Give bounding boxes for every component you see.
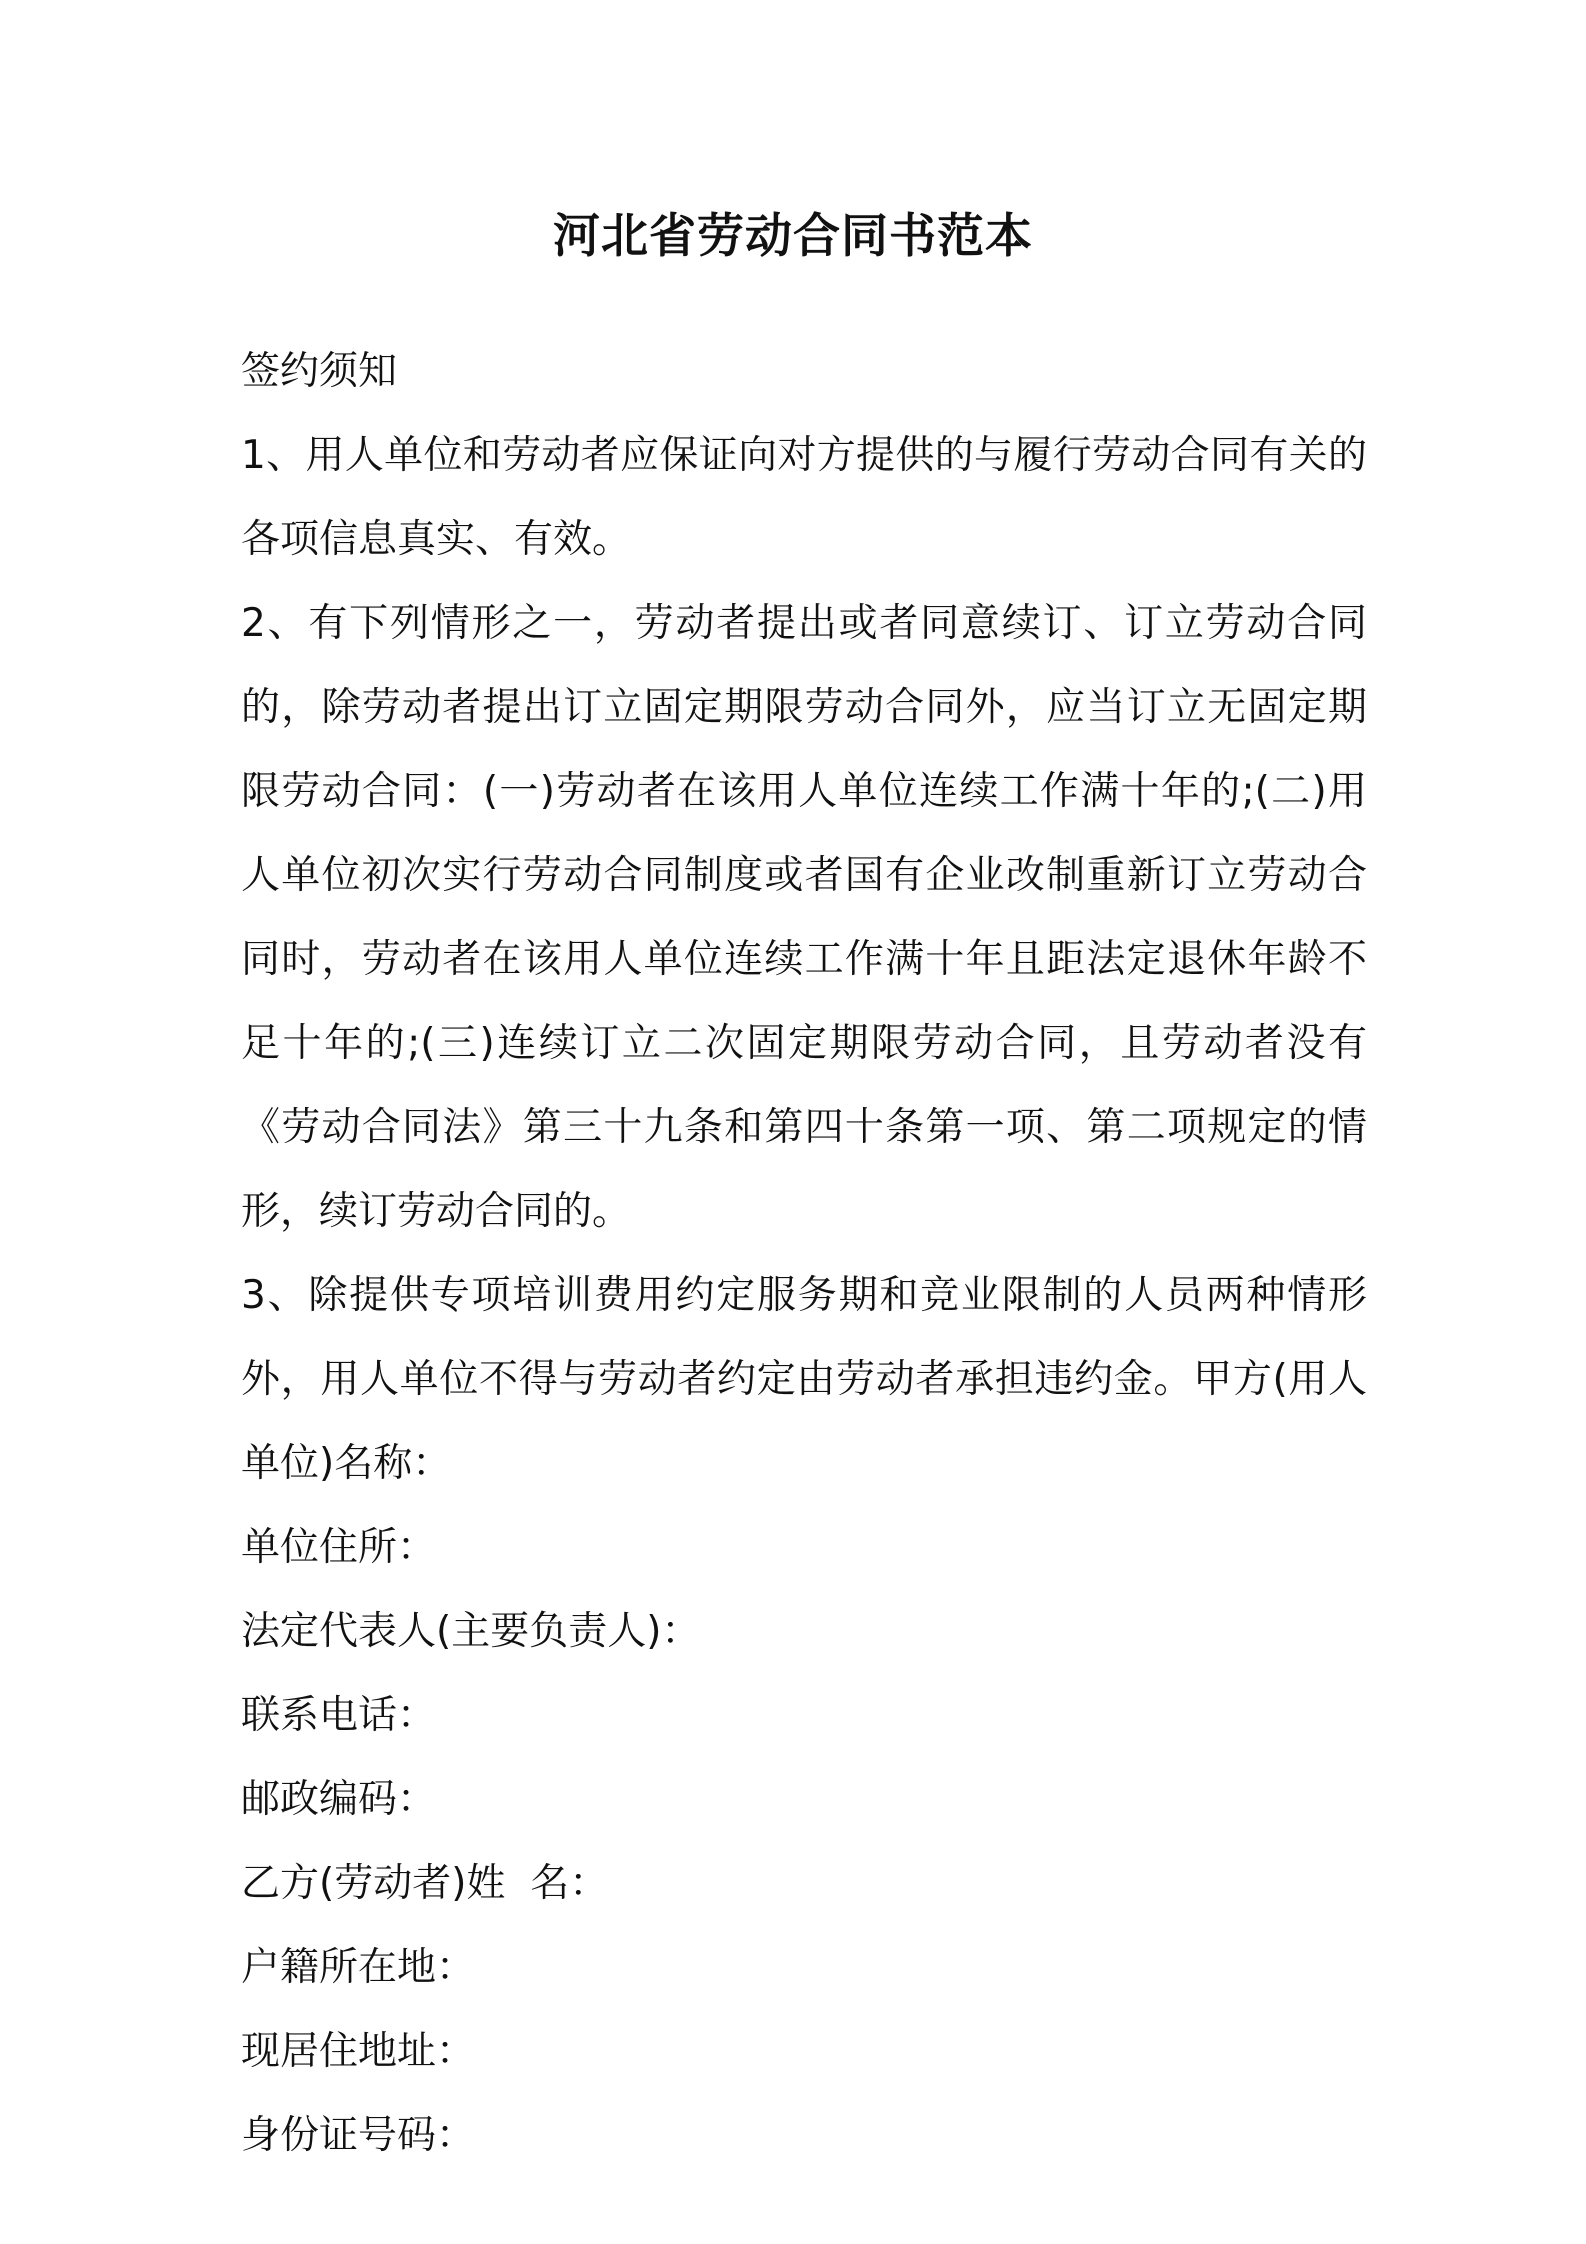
field-current-address: 现居住地址： (241, 2029, 476, 2074)
field-legal-representative: 法定代表人(主要负责人)： (241, 1609, 701, 1654)
field-household-registration: 户籍所在地： (241, 1945, 476, 1990)
notice-item-3: 3、除提供专项培训费用约定服务期和竞业限制的人员两种情形外，用人单位不得与劳动者约定由劳动者承担违约金。甲方(用人单位)名称： (241, 1273, 1367, 1486)
document-title: 河北省劳动合同书范本 (553, 209, 1033, 264)
notice-item-1: 1、用人单位和劳动者应保证向对方提供的与履行劳动合同有关的各项信息真实、有效。 (241, 433, 1367, 562)
section-heading: 签约须知 (241, 349, 398, 394)
field-employer-address: 单位住所： (241, 1525, 437, 1570)
field-phone: 联系电话： (241, 1693, 437, 1738)
document-body (241, 330, 1367, 2178)
field-employee-name: 乙方(劳动者)姓 名： (241, 1861, 609, 1906)
field-id-number: 身份证号码： (241, 2113, 476, 2158)
field-postal-code: 邮政编码： (241, 1777, 437, 1822)
notice-item-2: 2、有下列情形之一，劳动者提出或者同意续订、订立劳动合同的，除劳动者提出订立固定期限劳动合同外，应当订立无固定期限劳动合同：(一)劳动者在该用人单位连续工作满十年的;(二)用人单位初次实行劳动合同制度或者国有企业改制重新订立劳动合同时，劳动者在该用人单位连续工作满十年且距法定退休年龄不足十年的;(三)连续订立二次固定期限劳动合同，且劳动者没有《劳动合同法》第三十九条和第四十条第一项、第二项规定的情形，续订劳动合同的。 (241, 601, 1367, 1234)
